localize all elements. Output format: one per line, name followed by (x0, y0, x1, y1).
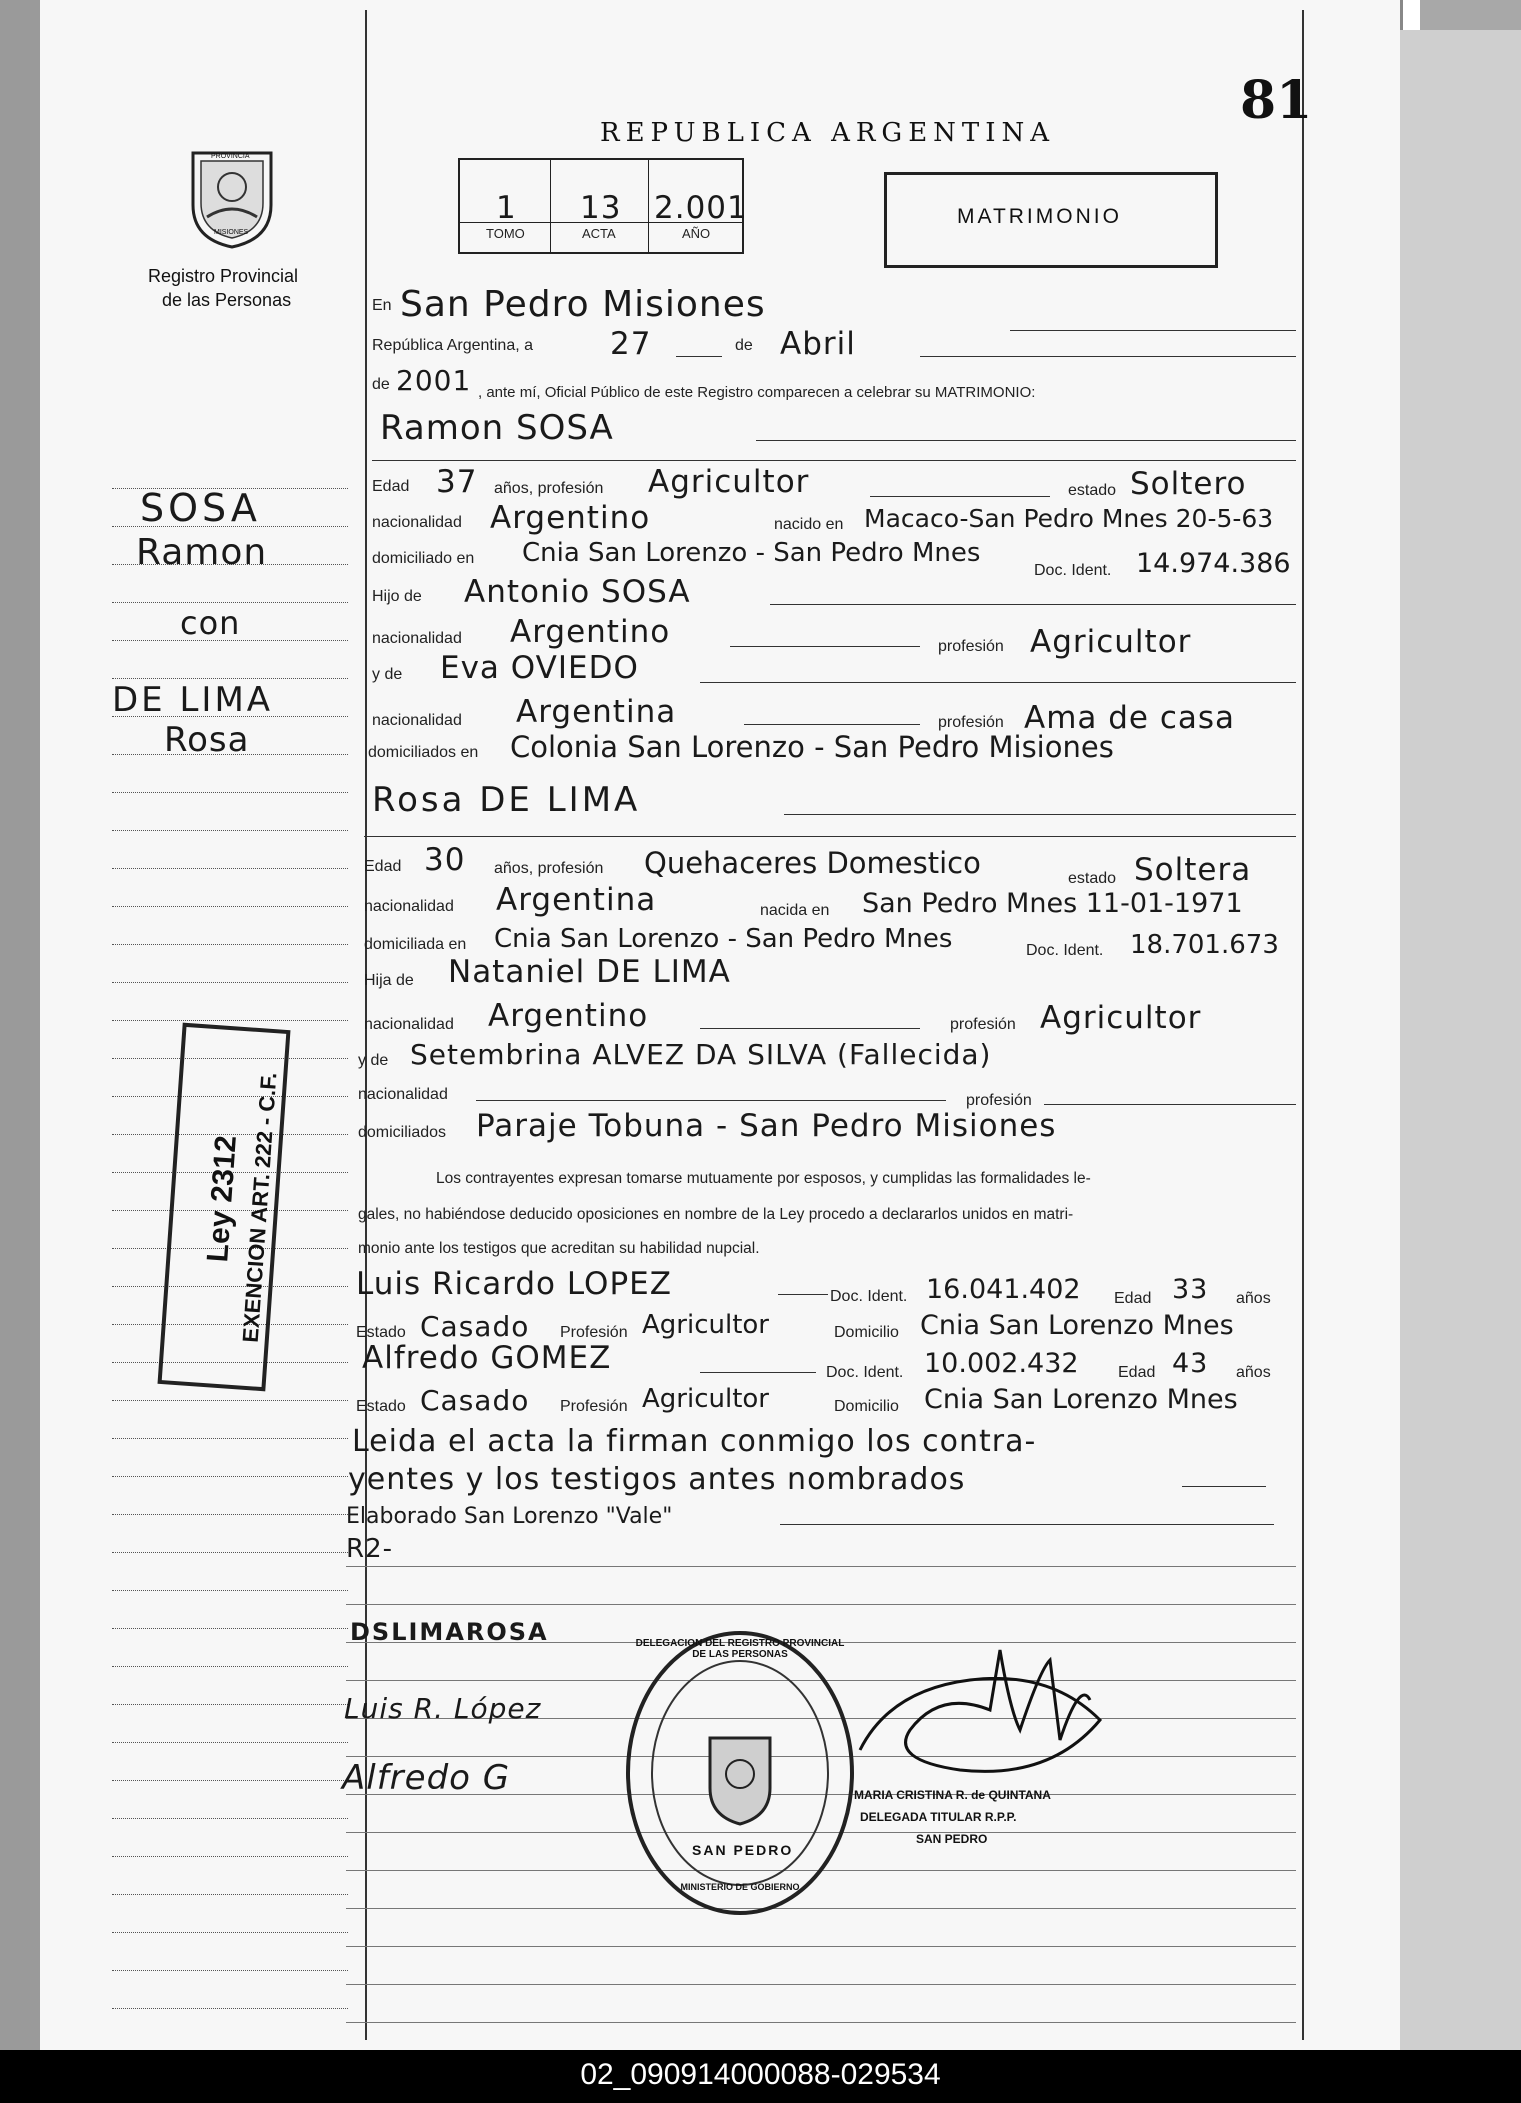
bride-profesion: Quehaceres Domestico (644, 846, 981, 880)
ruled-line (346, 1984, 1296, 1985)
comparecen-text: , ante mí, Oficial Público de este Registro comparecen a celebrar su MATRIMONIO: (478, 384, 1036, 401)
witness2-name: Alfredo GOMEZ (362, 1340, 612, 1376)
groom-estado-label: estado (1068, 482, 1117, 499)
ano-value: 2.001 (654, 190, 748, 226)
bride-nac-empty-label: nacionalidad (358, 1086, 448, 1103)
witness1-doc: 16.041.402 (926, 1274, 1081, 1305)
witness1-domicilio: Cnia San Lorenzo Mnes (920, 1310, 1234, 1341)
witness2-estado-label: Estado (356, 1398, 406, 1415)
margin-name-groom: Ramon (136, 532, 268, 573)
seal-ring-text: DELEGACION DEL REGISTRO PROVINCIAL DE LAS PERSONAS (635, 1638, 845, 1660)
margin-dotted-line (112, 1552, 348, 1553)
margin-dotted-line (112, 1020, 348, 1021)
margin-dotted-line (112, 830, 348, 831)
acta-label: ACTA (582, 226, 616, 241)
groom-profesion-line (870, 496, 1050, 497)
witness1-edad: 33 (1172, 1274, 1209, 1305)
bride-padres-dom: Paraje Tobuna - San Pedro Misiones (476, 1108, 1057, 1144)
official-place: SAN PEDRO (916, 1832, 988, 1846)
witness1-doc-label: Doc. Ident. (830, 1288, 908, 1305)
republica-label: República Argentina, a (372, 337, 533, 354)
groom-doc-label: Doc. Ident. (1034, 562, 1112, 579)
groom-padres-dom-label: domiciliados en (368, 744, 479, 761)
closing-line4: R2- (346, 1534, 393, 1564)
witness2-profesion: Agricultor (642, 1384, 769, 1414)
witness1-name-line (778, 1294, 828, 1295)
bride-nac-empty-line (476, 1100, 946, 1101)
declaration-line2: gales, no habiéndose deducido oposiciones en nombre de la Ley procedo a declararlos unidos en matri- (358, 1206, 1074, 1223)
page-edge-shadow (1420, 0, 1521, 30)
witness1-profesion-label: Profesión (560, 1324, 628, 1341)
stamp-exencion: EXENCION ART. 222 - C.F. (237, 1071, 282, 1344)
witness2-name-line (700, 1372, 816, 1373)
bride-prof-empty-label: profesión (966, 1092, 1032, 1109)
left-page (0, 0, 40, 2103)
witness2-domicilio: Cnia San Lorenzo Mnes (924, 1384, 1238, 1415)
witness2-profesion-label: Profesión (560, 1398, 628, 1415)
box-divider (460, 222, 742, 223)
bride-padre-prof: Agricultor (1040, 1000, 1202, 1036)
witness2-edad: 43 (1172, 1348, 1209, 1379)
groom-padre-prof: Agricultor (1030, 624, 1192, 660)
margin-name-bride: Rosa (164, 720, 250, 760)
margin-dotted-line (112, 1628, 348, 1629)
groom-profesion-label: años, profesión (494, 480, 604, 497)
groom-madre: Eva OVIEDO (440, 650, 639, 686)
right-margin-rule (1302, 10, 1304, 2040)
groom-madre-nac-label: nacionalidad (372, 712, 462, 729)
groom-padre-nac-label: nacionalidad (372, 630, 462, 647)
groom-name-line (756, 440, 1296, 441)
groom-domicilio: Cnia San Lorenzo - San Pedro Mnes (522, 538, 981, 568)
witness1-estado: Casado (420, 1310, 530, 1343)
bride-hija-label: Hija de (364, 972, 414, 989)
margin-dotted-line (112, 602, 348, 603)
groom-nacionalidad: Argentino (490, 500, 651, 536)
bride-padre: Nataniel DE LIMA (448, 954, 731, 990)
margin-dotted-line (112, 1932, 348, 1933)
acta-value: 13 (580, 190, 622, 226)
margin-dotted-line (112, 1742, 348, 1743)
seal-bottom-ring-text: MINISTERIO DE GOBIERNO (680, 1882, 800, 1892)
footer-id: 02_090914000088-029534 (580, 2058, 941, 2091)
seal-center-text: SAN PEDRO (692, 1842, 794, 1858)
month-field: Abril (780, 326, 856, 362)
bride-nacida-label: nacida en (760, 902, 830, 919)
acta-cell (550, 160, 649, 252)
bride-edad: 30 (424, 842, 466, 878)
bride-nacionalidad-label: nacionalidad (364, 898, 454, 915)
closing-line1: Leida el acta la firman conmigo los contra- (352, 1424, 1037, 1459)
tomo-cell (460, 160, 551, 252)
record-type-label: MATRIMONIO (957, 205, 1122, 228)
seal-bottom-text: MISIONES (214, 229, 249, 236)
bride-madre: Setembrina ALVEZ DA SILVA (Fallecida) (410, 1038, 992, 1071)
ano-label: AÑO (682, 226, 711, 241)
bride-domicilio-label: domiciliada en (364, 936, 467, 953)
margin-dotted-line (112, 1856, 348, 1857)
bride-domicilio: Cnia San Lorenzo - San Pedro Mnes (494, 924, 953, 954)
groom-padres-dom: Colonia San Lorenzo - San Pedro Misiones (510, 730, 1114, 764)
margin-dotted-line (112, 678, 348, 679)
ruled-line (346, 1566, 1296, 1567)
place-field: San Pedro Misiones (400, 284, 766, 325)
bride-name: Rosa DE LIMA (372, 780, 641, 820)
bride-doc-label: Doc. Ident. (1026, 942, 1104, 959)
witness2-domicilio-label: Domicilio (834, 1398, 899, 1415)
witness1-domicilio-label: Domicilio (834, 1324, 899, 1341)
groom-madre-label: y de (372, 666, 403, 683)
official-signature (850, 1630, 1130, 1790)
margin-dotted-line (112, 1438, 348, 1439)
declaration-line3: monio ante los testigos que acreditan su habilidad nupcial. (358, 1240, 760, 1257)
margin-dotted-line (112, 982, 348, 983)
page-number: 81 (1240, 70, 1313, 131)
groom-padre-nac: Argentino (510, 614, 671, 650)
witness1-name: Luis Ricardo LOPEZ (356, 1266, 672, 1302)
groom-edad: 37 (436, 464, 478, 500)
groom-nacionalidad-label: nacionalidad (372, 514, 462, 531)
witness2-doc: 10.002.432 (924, 1348, 1079, 1379)
signature-witness1: Luis R. López (344, 1692, 542, 1725)
closing-line2-rule (1182, 1486, 1266, 1487)
margin-dotted-line (112, 868, 348, 869)
official-title: DELEGADA TITULAR R.P.P. (860, 1810, 1017, 1824)
bride-name-line (784, 814, 1296, 815)
groom-profesion: Agricultor (648, 464, 810, 500)
registry-name-line2: de las Personas (162, 290, 292, 310)
document-heading: REPUBLICA ARGENTINA (600, 118, 1056, 148)
signature-bride: DSLIMAROSA (350, 1618, 549, 1646)
groom-padre-line (770, 604, 1296, 605)
bride-estado: Soltera (1134, 852, 1252, 888)
witness2-estado: Casado (420, 1384, 530, 1417)
groom-doc: 14.974.386 (1136, 548, 1291, 579)
place-line (1010, 330, 1296, 331)
margin-con: con (180, 604, 241, 642)
margin-dotted-line (112, 792, 348, 793)
record-number-box (458, 158, 748, 254)
witness1-estado-label: Estado (356, 1324, 406, 1341)
groom-section-rule (372, 460, 1296, 461)
de-label: de (735, 337, 753, 354)
bride-padre-nac-line (700, 1028, 920, 1029)
groom-nacido-label: nacido en (774, 516, 844, 533)
groom-padre-nac-line (730, 646, 920, 647)
groom-padre: Antonio SOSA (464, 574, 691, 610)
witness1-anos-label: años (1236, 1290, 1271, 1307)
year-field: 2001 (396, 364, 472, 397)
margin-dotted-line (112, 1514, 348, 1515)
margin-dotted-line (112, 1970, 348, 1971)
margin-dotted-line (112, 1666, 348, 1667)
bride-edad-label: Edad (364, 858, 402, 875)
margin-dotted-line (112, 1704, 348, 1705)
ruled-line (346, 1946, 1296, 1947)
bride-nacionalidad: Argentina (496, 882, 657, 918)
groom-nacido: Macaco-San Pedro Mnes 20-5-63 (864, 504, 1274, 533)
official-name: MARIA CRISTINA R. de QUINTANA (854, 1788, 1051, 1802)
tomo-value: 1 (496, 190, 517, 226)
bride-section-rule (364, 836, 1296, 837)
bride-estado-label: estado (1068, 870, 1117, 887)
groom-hijo-label: Hijo de (372, 588, 422, 605)
bride-nacida: San Pedro Mnes 11-01-1971 (862, 888, 1243, 919)
margin-dotted-line (112, 1780, 348, 1781)
bride-doc: 18.701.673 (1130, 930, 1279, 960)
en-label: En (372, 297, 392, 314)
groom-name: Ramon SOSA (380, 408, 614, 448)
groom-madre-prof: Ama de casa (1024, 700, 1236, 736)
margin-dotted-line (112, 2008, 348, 2009)
closing-line3: Elaborado San Lorenzo "Vale" (346, 1504, 673, 1529)
page-edge (1400, 30, 1521, 2050)
groom-edad-label: Edad (372, 478, 410, 495)
groom-domicilio-label: domiciliado en (372, 550, 475, 567)
closing-line2: yentes y los testigos antes nombrados (348, 1462, 966, 1497)
tomo-label: TOMO (486, 226, 525, 241)
margin-dotted-line (112, 1894, 348, 1895)
day-line (676, 356, 722, 357)
provincial-seal (185, 145, 279, 249)
stamp-ley: Ley 2312 (201, 1134, 243, 1264)
declaration-line1: Los contrayentes expresan tomarse mutuamente por esposos, y cumplidas las formalidades le- (436, 1170, 1091, 1187)
bride-padre-prof-label: profesión (950, 1016, 1016, 1033)
margin-dotted-line (112, 1590, 348, 1591)
bride-prof-empty-line (1044, 1104, 1296, 1105)
witness2-edad-label: Edad (1118, 1364, 1156, 1381)
witness1-edad-label: Edad (1114, 1290, 1152, 1307)
bride-padres-dom-label: domiciliados (358, 1124, 447, 1141)
margin-dotted-line (112, 1818, 348, 1819)
ruled-line (346, 1604, 1296, 1605)
margin-surname-groom: SOSA (140, 486, 261, 530)
bride-padre-nac: Argentino (488, 998, 649, 1034)
record-type-box (884, 172, 1218, 268)
witness2-doc-label: Doc. Ident. (826, 1364, 904, 1381)
groom-estado: Soltero (1130, 466, 1247, 502)
footer-bar (0, 2050, 1521, 2103)
closing-line3-rule (780, 1524, 1274, 1525)
margin-dotted-line (112, 944, 348, 945)
groom-madre-nac: Argentina (516, 694, 677, 730)
seal-top-text: PROVINCIA (211, 153, 250, 160)
ano-cell (648, 160, 748, 252)
margin-surname-bride: DE LIMA (112, 680, 274, 720)
margin-dotted-line (112, 906, 348, 907)
bride-profesion-label: años, profesión (494, 860, 604, 877)
witness2-anos-label: años (1236, 1364, 1271, 1381)
bride-padre-nac-label: nacionalidad (364, 1016, 454, 1033)
witness1-profesion: Agricultor (642, 1310, 769, 1340)
de-year-label: de (372, 376, 390, 393)
bride-madre-label: y de (358, 1052, 389, 1069)
groom-madre-line (700, 682, 1296, 683)
margin-dotted-line (112, 1476, 348, 1477)
month-line (920, 356, 1296, 357)
signature-witness2: Alfredo G (342, 1758, 511, 1798)
day-field: 27 (610, 326, 652, 362)
registry-name-line1: Registro Provincial (148, 266, 299, 286)
ruled-line (346, 2022, 1296, 2023)
margin-dotted-line (112, 1400, 348, 1401)
groom-madre-nac-line (744, 724, 920, 725)
groom-padre-prof-label: profesión (938, 638, 1004, 655)
groom-madre-prof-label: profesión (938, 714, 1004, 731)
official-seal (624, 1628, 856, 1918)
